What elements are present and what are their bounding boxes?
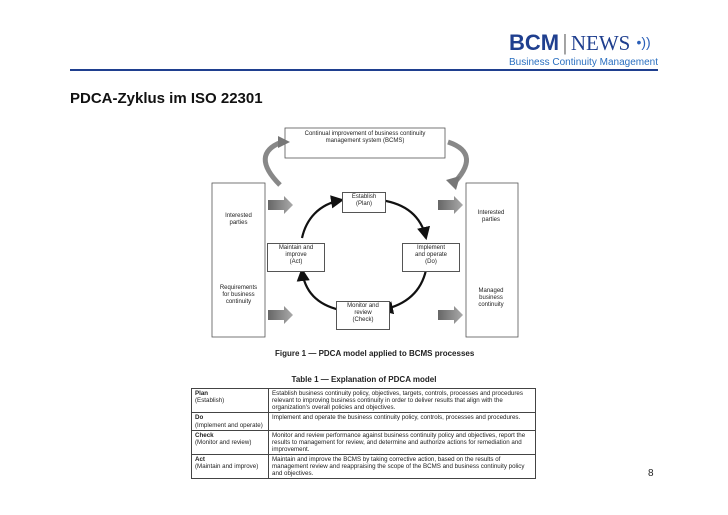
logo-subtitle: Business Continuity Management xyxy=(509,57,658,68)
term-sub: (Monitor and review) xyxy=(195,438,252,446)
cycle-arc-check-act xyxy=(302,270,340,310)
right-panel xyxy=(466,183,518,337)
table-caption: Table 1 — Explanation of PDCA model xyxy=(291,375,437,384)
term-sub: (Establish) xyxy=(195,397,225,405)
term-cell xyxy=(192,455,269,479)
term-check: Check xyxy=(195,431,214,439)
figure-caption: Figure 1 — PDCA model applied to BCMS processes xyxy=(275,349,475,358)
logo-news-text: NEWS xyxy=(570,31,631,55)
do-line-1: Implement xyxy=(416,245,445,251)
left-top-arrow xyxy=(268,196,293,214)
right-top-line-1: Interested xyxy=(477,210,505,216)
cycle-arc-act-plan xyxy=(302,200,342,238)
right-bottom-line-3: continuity xyxy=(478,302,504,308)
act-line-2: improve xyxy=(285,252,307,258)
act-line-1: Maintain and xyxy=(278,245,314,251)
left-bottom-arrow xyxy=(268,306,293,324)
pdca-explanation-table xyxy=(191,388,536,479)
description-cell: Establish business continuity policy, objectives, targets, controls, processes and procedures relevant to improving business continuity in order to deliver results that align with the organization's overall policies and objectives. xyxy=(269,389,536,413)
description-cell: Maintain and improve the BCMS by taking corrective action, based on the results of management review and reappraising the scope of the BCMS and business continuity policy and objectives. xyxy=(269,455,536,479)
check-line-3: (Check) xyxy=(352,317,374,323)
left-top-line-2: parties xyxy=(229,220,248,226)
term-cell xyxy=(192,389,269,413)
do-box xyxy=(402,243,460,272)
cycle-arc-plan-do xyxy=(380,200,426,238)
term-cell xyxy=(192,413,269,430)
top-box-line-2: management system (BCMS) xyxy=(325,138,405,144)
broadcast-icon: •)) xyxy=(636,34,651,50)
do-line-3: (Do) xyxy=(425,259,437,265)
header-rule xyxy=(70,69,658,71)
table-row xyxy=(192,430,536,454)
top-box-label xyxy=(287,131,443,157)
description-cell: Monitor and review performance against business continuity policy and objectives, report the results to management for review, and determine and authorize actions for remediation and improvement. xyxy=(269,430,536,454)
plan-line-2: (Plan) xyxy=(355,201,372,207)
left-bottom-line-2: for business xyxy=(222,292,255,298)
right-curve-arrowhead xyxy=(446,176,460,190)
left-bottom-label xyxy=(213,285,264,306)
right-top-arrow xyxy=(438,196,463,214)
left-bottom-line-1: Requirements xyxy=(219,285,258,291)
table-row xyxy=(192,455,536,479)
check-line-1: Monitor and xyxy=(347,303,379,309)
right-bottom-arrow xyxy=(438,306,463,324)
term-sub: (Implement and operate) xyxy=(195,421,263,429)
left-top-label xyxy=(213,213,264,227)
table-row xyxy=(192,413,536,430)
left-panel xyxy=(212,183,265,337)
plan-line-1: Establish xyxy=(351,194,377,200)
left-curve-arrow xyxy=(265,142,282,185)
logo-divider: | xyxy=(562,30,568,55)
top-box-line-1: Continual improvement of business continuity xyxy=(304,131,426,137)
right-bottom-line-2: business xyxy=(479,295,503,301)
term-cell xyxy=(192,430,269,454)
act-box xyxy=(267,243,325,272)
plan-box xyxy=(342,192,386,213)
check-line-2: review xyxy=(354,310,372,316)
right-bottom-line-1: Managed xyxy=(478,288,504,294)
right-top-label xyxy=(466,210,516,224)
page-number: 8 xyxy=(648,468,654,479)
term-sub: (Maintain and improve) xyxy=(195,463,259,471)
term-do: Do xyxy=(195,414,204,422)
term-plan: Plan xyxy=(195,390,209,397)
page-title: PDCA-Zyklus im ISO 22301 xyxy=(70,90,263,107)
right-top-line-2: parties xyxy=(481,217,500,223)
left-top-line-1: Interested xyxy=(225,213,252,219)
logo-bcm-text: BCM xyxy=(509,30,560,55)
description-cell: Implement and operate the business continuity policy, controls, processes and procedures. xyxy=(269,413,536,430)
act-line-3: (Act) xyxy=(289,259,303,265)
check-box xyxy=(336,301,390,330)
term-act: Act xyxy=(195,456,205,463)
right-bottom-label xyxy=(466,288,516,309)
left-bottom-line-3: continuity xyxy=(225,299,252,305)
table-row xyxy=(192,389,536,413)
do-line-2: and operate xyxy=(414,252,448,258)
bcm-news-logo xyxy=(509,30,658,68)
